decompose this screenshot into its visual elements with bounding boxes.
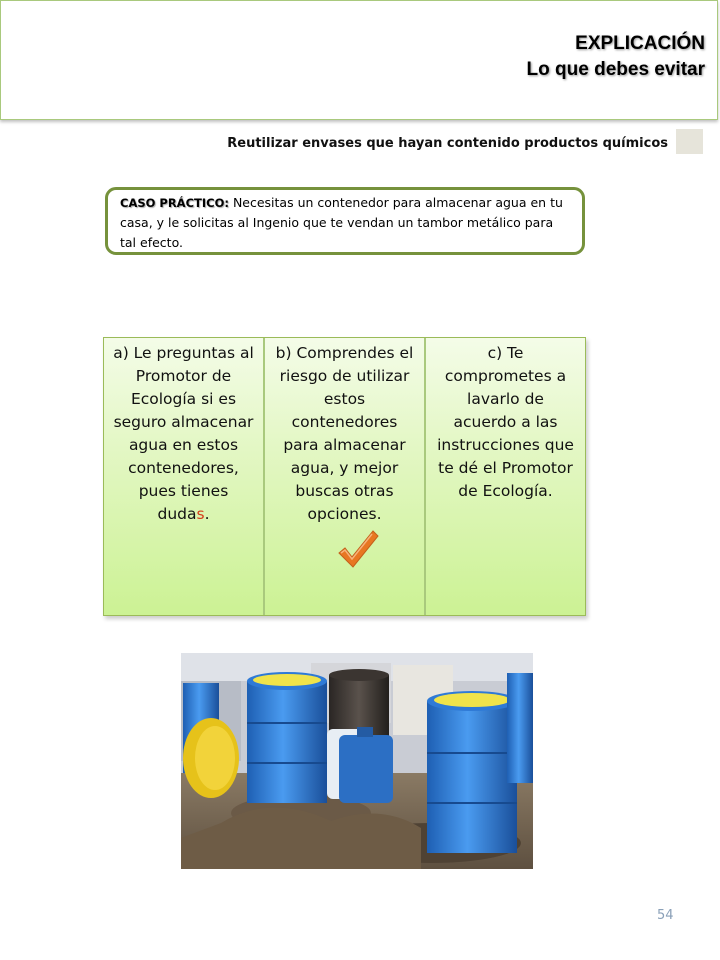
option-b-text: b) Comprendes el riesgo de utilizar estos contenedores para almacenar agua, y mejor buscas otras opciones. xyxy=(275,344,414,523)
barrels-photo xyxy=(181,653,533,869)
checkmark-icon xyxy=(335,526,381,572)
option-b[interactable] xyxy=(265,338,426,615)
section-title: EXPLICACIÓN xyxy=(575,33,705,54)
option-c[interactable] xyxy=(426,338,585,615)
option-c-text: c) Te comprometes a lavarlo de acuerdo a las instrucciones que te dé el Promotor de Ecología. xyxy=(437,344,574,500)
topic-heading: Reutilizar envases que hayan contenido productos químicos xyxy=(227,136,668,151)
option-a-end: . xyxy=(204,505,210,523)
decorative-square xyxy=(676,129,703,154)
section-subtitle: Lo que debes evitar xyxy=(526,59,705,80)
case-text: Necesitas un contenedor para almacenar agua en tu casa, y le solicitas al Ingenio que te vendan un tambor metálico para tal efecto. xyxy=(120,195,563,250)
case-study-box xyxy=(105,187,585,255)
option-a-text: a) Le preguntas al Promotor de Ecología si es seguro almacenar agua en estos contenedores, pues tienes duda xyxy=(113,344,254,523)
options-table xyxy=(103,337,586,616)
header-banner xyxy=(0,0,718,120)
case-label: CASO PRÁCTICO: xyxy=(120,196,229,210)
option-a-highlight: s xyxy=(196,505,205,523)
option-a[interactable] xyxy=(104,338,265,615)
page-number: 54 xyxy=(657,908,674,923)
